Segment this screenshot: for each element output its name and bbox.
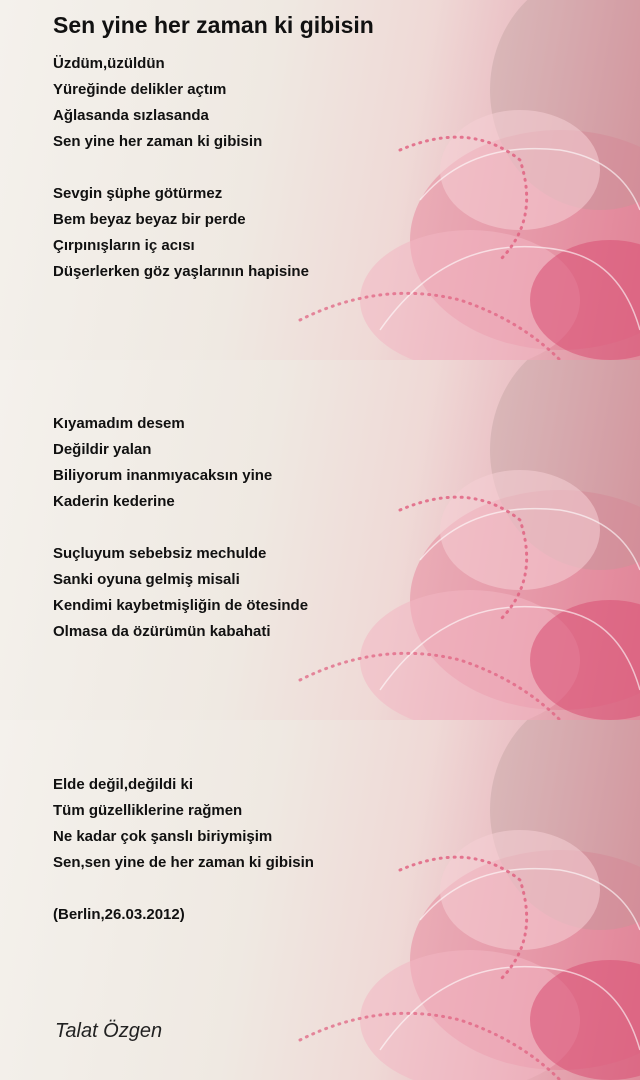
stanza-3 [53, 411, 272, 515]
stanza-5 [53, 772, 314, 876]
poem-line: Elde değil,değildi ki [53, 776, 194, 793]
poem-line: Üzdüm,üzüldün [53, 55, 165, 72]
poem-line: Sanki oyuna gelmiş misali [53, 571, 240, 588]
stanza-2 [53, 181, 309, 285]
author-name: Talat Özgen [55, 1020, 163, 1042]
poem-line: Bem beyaz beyaz bir perde [53, 211, 246, 228]
poem-date: (Berlin,26.03.2012) [53, 906, 185, 923]
poem-line: Kendimi kaybetmişliğin de ötesinde [53, 597, 309, 614]
poem-line: Olmasa da özürümün kabahati [53, 623, 271, 640]
poem-line: Değildir yalan [53, 441, 152, 458]
poem-line: Çırpınışların iç acısı [53, 237, 195, 254]
poem-line: Tüm güzelliklerine rağmen [53, 802, 243, 819]
poem-line: Sen,sen yine de her zaman ki gibisin [53, 854, 314, 871]
poem-line: Sevgin şüphe götürmez [53, 185, 223, 202]
poem-title: Sen yine her zaman ki gibisin [53, 12, 374, 38]
poem-line: Ağlasanda sızlasanda [53, 107, 209, 124]
poem-line: Ne kadar çok şanslı biriymişim [53, 828, 273, 845]
poem-line: Biliyorum inanmıyacaksın yine [53, 467, 273, 484]
poem-line: Sen yine her zaman ki gibisin [53, 133, 263, 150]
stanza-4 [53, 541, 308, 645]
poem-line: Yüreğinde delikler açtım [53, 81, 227, 98]
poem-line: Düşerlerken göz yaşlarının hapisine [53, 263, 309, 280]
poem-line: Kaderin kederine [53, 493, 175, 510]
poem-line: Kıyamadım desem [53, 415, 185, 432]
date-line [53, 902, 185, 928]
poem-line: Suçluyum sebebsiz mechulde [53, 545, 267, 562]
stanza-1 [53, 51, 262, 155]
